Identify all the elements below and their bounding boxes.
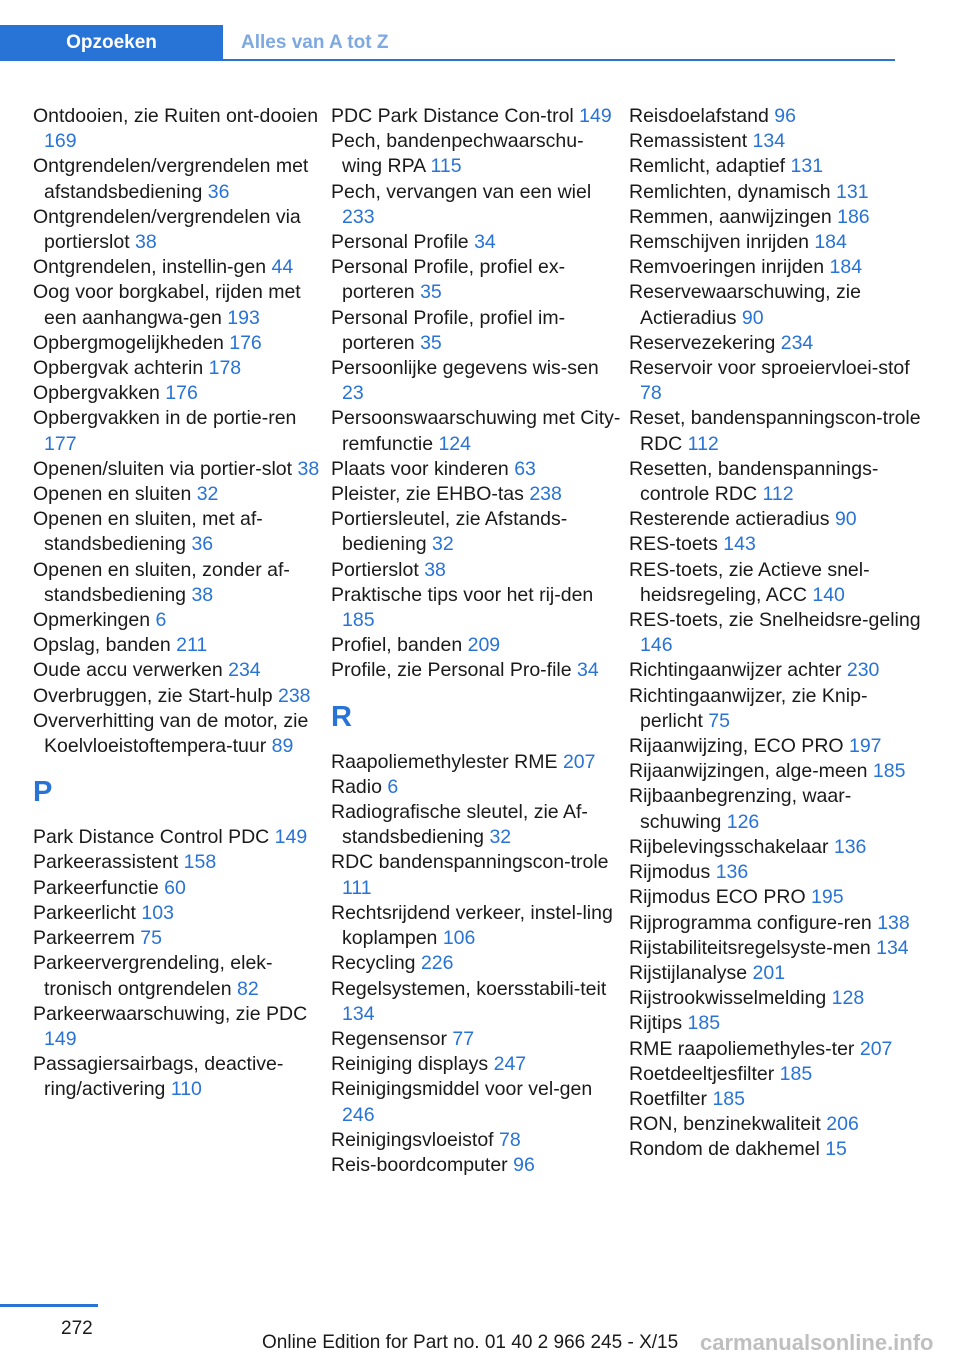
page-link[interactable]: 6 [155, 609, 167, 632]
page-link[interactable]: 185 [342, 609, 375, 632]
index-entry-term: Opslag, banden [33, 634, 177, 657]
index-entry-term: Openen en sluiten [33, 483, 197, 506]
index-entry [331, 482, 621, 507]
index-entry-term: RES-toets [629, 533, 724, 556]
index-entry-term: Ontdooien, zie Ruiten ont-dooien [33, 105, 319, 127]
page-link[interactable]: 238 [277, 684, 311, 707]
index-entry [331, 750, 621, 775]
index-entry [33, 1052, 323, 1102]
index-entry-term: Parkeerlicht [33, 901, 142, 924]
page-link[interactable]: 238 [529, 483, 562, 506]
index-entry-term: Personal Profile [331, 231, 475, 254]
page-link[interactable]: 176 [165, 382, 198, 405]
index-entry [331, 129, 621, 179]
index-entry-term: Remassistent [629, 130, 753, 153]
page-link[interactable]: 193 [227, 306, 260, 329]
page-link[interactable]: 32 [432, 533, 454, 556]
index-entry [33, 104, 323, 154]
page-link[interactable]: 38 [135, 231, 157, 254]
page-link[interactable]: 197 [848, 735, 882, 758]
index-entry-term: Rijtips [629, 1012, 688, 1035]
index-entry-term: Ontgrendelen, instellin-gen [33, 256, 272, 279]
index-entry-term: Recycling [331, 952, 421, 975]
index-entry [33, 255, 323, 280]
index-entry [33, 1002, 323, 1052]
index-entry-term: Passagiersairbags, deactive-ring/activering [33, 1053, 284, 1101]
index-entry [33, 331, 323, 356]
page-link[interactable]: 115 [430, 155, 462, 178]
page-link[interactable]: 36 [207, 180, 230, 203]
index-entry [33, 154, 323, 204]
index-entry [629, 104, 929, 129]
page-link[interactable]: 246 [342, 1103, 375, 1126]
page-link[interactable]: 178 [208, 357, 242, 380]
page-link[interactable]: 169 [44, 130, 77, 153]
index-entry-term: Openen en sluiten, zonder af-standsbediening [33, 558, 290, 606]
section-letter: P [33, 776, 53, 809]
page-link[interactable]: 247 [493, 1053, 527, 1076]
index-entry-term: Parkeerassistent [33, 851, 184, 874]
index-entry-term: Richtingaanwijzer, zie Knip-perlicht [629, 684, 868, 732]
index-entry [33, 406, 323, 456]
index-entry-term: Parkeerwaarschuwing, zie PDC [33, 1002, 308, 1025]
section-letter: R [331, 700, 352, 733]
index-entry-term: Ontgrendelen/vergrendelen via portierslot [33, 205, 301, 254]
index-entry [331, 1153, 621, 1178]
index-entry [331, 356, 621, 406]
index-entry [629, 280, 929, 330]
page-link[interactable]: 63 [514, 457, 536, 480]
index-entry-term: Remvoeringen inrijden [629, 256, 830, 279]
index-entry-term: Radiografische sleutel, zie Af-standsbediening [331, 801, 588, 849]
index-entry-term: Reservewaarschuwing, zie Actieradius [629, 281, 861, 329]
page-link[interactable]: 32 [196, 483, 219, 506]
index-entry [629, 180, 929, 205]
index-entry [331, 850, 621, 900]
page-link[interactable]: 38 [424, 558, 446, 581]
index-entry-term: Reinigingsmiddel voor vel-gen [331, 1078, 593, 1101]
index-entry [33, 825, 323, 850]
index-entry [629, 885, 929, 910]
index-entry [331, 775, 621, 800]
page-link[interactable]: 38 [297, 457, 320, 480]
index-entry [331, 633, 621, 658]
page-link[interactable]: 206 [826, 1113, 859, 1136]
index-entry [629, 684, 929, 734]
index-entry [331, 1027, 621, 1052]
index-entry-term: Rijmodus [629, 861, 716, 884]
index-entry [629, 1011, 929, 1036]
index-entry-term: Resterende actieradius [629, 508, 835, 531]
page-link[interactable]: 184 [814, 231, 847, 254]
index-entry [629, 608, 929, 658]
index-entry [629, 129, 929, 154]
index-entry [629, 457, 929, 507]
index-entry-term: Portiersleutel, zie Afstands-bediening [331, 508, 568, 556]
page-link[interactable]: 35 [420, 331, 442, 354]
index-entry-term: Opmerkingen [33, 609, 156, 632]
index-entry [629, 835, 929, 860]
page-link[interactable]: 185 [712, 1087, 745, 1110]
index-entry-term: Opbergvakken [33, 382, 166, 405]
index-entry-term: Reset, bandenspanningscon-trole RDC [629, 407, 921, 455]
index-entry [331, 255, 621, 305]
index-entry [33, 951, 323, 1001]
page-link[interactable]: 230 [846, 659, 880, 682]
index-entry-term: Rijstrookwisselmelding [629, 987, 832, 1010]
page-link[interactable]: 44 [271, 256, 294, 279]
index-entry-term: Oog voor borgkabel, rijden met een aanhangwa-gen [33, 281, 301, 329]
index-entry [629, 961, 929, 986]
page-link[interactable]: 185 [872, 760, 906, 783]
page-link[interactable]: 209 [467, 634, 501, 657]
index-entry-term: Pech, vervangen van een wiel [331, 180, 592, 203]
index-entry [331, 558, 621, 583]
page-link[interactable]: 234 [780, 331, 814, 354]
index-entry [33, 608, 323, 633]
page-link[interactable]: 207 [562, 750, 596, 773]
index-entry [331, 951, 621, 976]
index-entry-term: Openen/sluiten via portier-slot [33, 457, 298, 480]
page-link[interactable]: 177 [44, 432, 77, 455]
page-link[interactable]: 158 [183, 851, 217, 874]
index-entry-term: Personal Profile, profiel ex-porteren [331, 256, 566, 304]
page-link[interactable]: 106 [442, 927, 476, 950]
index-entry-term: Oude accu verwerken [33, 659, 229, 682]
index-entry [331, 800, 621, 850]
index-entry-term: Openen en sluiten, met af-standsbediening [33, 508, 263, 556]
index-column-1 [33, 104, 323, 1103]
page-link[interactable]: 126 [726, 810, 760, 833]
index-entry [629, 986, 929, 1011]
index-entry [331, 306, 621, 356]
page-link[interactable]: 38 [191, 583, 214, 606]
index-entry-term: Profile, zie Personal Pro-file [331, 659, 578, 682]
watermark: carmanualsonline.info [700, 1330, 934, 1355]
page-link[interactable]: 140 [812, 583, 845, 606]
page-link[interactable]: 77 [452, 1027, 475, 1050]
page-link[interactable]: 36 [191, 533, 214, 556]
page-link[interactable]: 185 [687, 1012, 721, 1035]
index-entry [33, 457, 323, 482]
page-link[interactable]: 103 [141, 901, 174, 924]
index-entry-term: Remlicht, adaptief [629, 155, 791, 178]
index-entry-term: Regensensor [331, 1027, 453, 1050]
page-link[interactable]: 78 [640, 382, 662, 405]
header-divider [0, 59, 895, 61]
page-link[interactable]: 211 [176, 634, 208, 657]
index-entry-term: Regelsystemen, koersstabili-teit [331, 977, 607, 1000]
index-entry [629, 911, 929, 936]
index-entry-term: RES-toets, zie Snelheidsre-geling [629, 609, 921, 632]
index-entry-term: RME raapoliemethyles-ter [629, 1037, 860, 1060]
index-entry-term: Oververhitting van de motor, zie Koelvloeistoftempera-tuur [33, 709, 309, 758]
page-link[interactable]: 184 [829, 256, 863, 279]
index-entry-term: Personal Profile, profiel im-porteren [331, 306, 566, 354]
index-entry [629, 1037, 929, 1062]
index-entry-term: Pech, bandenpechwaarschu-wing RPA [331, 130, 584, 178]
page-link[interactable]: 75 [708, 709, 730, 732]
page-link[interactable]: 149 [44, 1027, 77, 1050]
index-entry [331, 104, 621, 129]
page-link[interactable]: 207 [859, 1037, 893, 1060]
index-entry [629, 734, 929, 759]
page-link[interactable]: 131 [836, 180, 869, 203]
index-entry [629, 532, 929, 557]
page-link[interactable]: 90 [834, 508, 857, 531]
index-entry-term: Park Distance Control PDC [33, 826, 275, 849]
page-link[interactable]: 34 [577, 659, 599, 682]
index-entry [629, 1087, 929, 1112]
index-entry [33, 709, 323, 759]
index-entry-term: Rijaanwijzingen, alge-meen [629, 760, 873, 783]
index-entry-term: RDC bandenspanningscon-trole [331, 851, 609, 874]
tab-opzoeken[interactable]: Opzoeken [0, 25, 223, 61]
index-entry-term: Ontgrendelen/vergrendelen met afstandsbediening [33, 155, 309, 203]
index-entry [629, 356, 929, 406]
index-entry-term: Reservoir voor sproeiervloei-stof [629, 357, 910, 380]
page-link[interactable]: 146 [640, 634, 673, 657]
index-entry [33, 658, 323, 683]
index-entry [629, 558, 929, 608]
index-entry-term: Opbergvak achterin [33, 357, 209, 380]
index-entry [331, 457, 621, 482]
index-entry-term: Roetdeeltjesfilter [629, 1062, 780, 1085]
index-entry-term: Rijstijlanalyse [629, 961, 753, 984]
index-entry-term: Reservezekering [629, 331, 781, 354]
index-entry-term: Reinigingsvloeistof [331, 1128, 500, 1151]
index-entry [629, 784, 929, 834]
index-entry [33, 850, 323, 875]
index-entry-term: Roetfilter [629, 1087, 713, 1110]
page-link[interactable]: 149 [579, 105, 612, 127]
page-link[interactable]: 136 [715, 861, 749, 884]
page-link[interactable]: 6 [387, 775, 399, 798]
page-link[interactable]: 96 [513, 1153, 535, 1176]
index-entry-term: Pleister, zie EHBO-tas [331, 483, 530, 506]
index-entry-term: Reisdoelafstand [629, 105, 775, 127]
page-link[interactable]: 201 [752, 961, 786, 984]
index-entry [331, 1077, 621, 1127]
page-link[interactable]: 195 [811, 886, 844, 909]
page-link[interactable]: 112 [762, 483, 794, 506]
index-entry-term: Resetten, bandenspannings-controle RDC [629, 457, 879, 506]
index-entry [331, 1128, 621, 1153]
page-link[interactable]: 111 [342, 876, 372, 899]
page-link[interactable]: 96 [774, 105, 796, 127]
page-link[interactable]: 138 [877, 911, 910, 934]
index-entry [33, 633, 323, 658]
index-entry [629, 1112, 929, 1137]
index-entry-term: Opbergvakken in de portie-ren [33, 407, 297, 430]
index-entry-term: Rechtsrijdend verkeer, instel-ling koplampen [331, 901, 613, 950]
index-entry [629, 154, 929, 179]
page-link[interactable]: 124 [438, 432, 471, 455]
index-entry [33, 507, 323, 557]
page-link[interactable]: 176 [229, 331, 262, 354]
page-link[interactable]: 136 [833, 835, 867, 858]
index-entry-term: Persoonlijke gegevens wis-sen [331, 357, 599, 380]
index-entry [629, 331, 929, 356]
index-entry-term: Parkeerrem [33, 927, 141, 950]
page-link[interactable]: 134 [876, 936, 909, 959]
page-link[interactable]: 23 [342, 382, 364, 405]
page-link[interactable]: 82 [236, 977, 259, 1000]
index-entry-term: Reiniging displays [331, 1053, 494, 1076]
footer-divider [0, 1304, 98, 1307]
index-entry [629, 230, 929, 255]
index-entry-term: Richtingaanwijzer achter [629, 659, 847, 682]
index-entry [33, 205, 323, 255]
page-link[interactable]: 233 [342, 205, 375, 228]
page-number: 272 [61, 1318, 93, 1339]
page-link[interactable]: 75 [140, 927, 162, 950]
index-entry [33, 356, 323, 381]
index-entry [331, 406, 621, 456]
page-link[interactable]: 89 [271, 735, 294, 758]
index-entry-term: Parkeerfunctie [33, 876, 165, 899]
index-entry [629, 1137, 929, 1162]
page-link[interactable]: 110 [170, 1078, 202, 1101]
index-entry [331, 658, 621, 683]
index-entry-term: Reis-boordcomputer [331, 1153, 514, 1176]
page-link[interactable]: 186 [837, 205, 870, 228]
index-entry [33, 280, 323, 330]
index-entry [331, 901, 621, 951]
index-entry-term: RON, benzinekwaliteit [629, 1113, 827, 1136]
index-entry-term: Praktische tips voor het rij-den [331, 583, 594, 606]
index-entry [33, 684, 323, 709]
index-entry [331, 583, 621, 633]
index-entry-term: Rijstabiliteitsregelsyste-men [629, 936, 877, 959]
index-entry [331, 1052, 621, 1077]
index-entry-term: Rijprogramma configure-ren [629, 911, 878, 934]
index-entry-term: Rijmodus ECO PRO [629, 886, 812, 909]
page-link[interactable]: 112 [687, 432, 719, 455]
index-entry-term: Rijaanwijzing, ECO PRO [629, 735, 849, 758]
index-entry-term: Profiel, banden [331, 634, 468, 657]
edition-text: Online Edition for Part no. 01 40 2 966 245 - X/15 [262, 1332, 679, 1353]
index-entry [629, 507, 929, 532]
index-entry-term: Raapoliemethylester RME [331, 750, 563, 773]
page-link[interactable]: 134 [342, 1002, 375, 1025]
page-link[interactable]: 234 [228, 659, 261, 682]
index-entry [331, 230, 621, 255]
index-entry-term: Rijbelevingsschakelaar [629, 835, 834, 858]
index-entry-term: Radio [331, 775, 388, 798]
index-entry [331, 507, 621, 557]
index-entry-term: Plaats voor kinderen [331, 457, 515, 480]
index-entry [629, 205, 929, 230]
page-link[interactable]: 35 [420, 281, 442, 304]
index-entry [629, 759, 929, 784]
index-entry-term: Remmen, aanwijzingen [629, 205, 838, 228]
index-entry [629, 658, 929, 683]
page-link[interactable]: 34 [474, 231, 496, 254]
index-entry-term: Rijbaanbegrenzing, waar-schuwing [629, 785, 852, 833]
page-link[interactable]: 90 [741, 306, 764, 329]
index-entry-term: Portierslot [331, 558, 425, 581]
page-link[interactable]: 128 [831, 987, 865, 1010]
page-link[interactable]: 143 [723, 533, 756, 556]
page-link[interactable]: 226 [420, 952, 454, 975]
index-entry-term: Remlichten, dynamisch [629, 180, 836, 203]
index-entry [629, 406, 929, 456]
index-entry-term: Parkeervergrendeling, elek-tronisch ontgrendelen [33, 952, 273, 1000]
index-entry-term: Rondom de dakhemel [629, 1138, 826, 1161]
index-entry-term: Persoonswaarschuwing met City-remfunctie [331, 407, 621, 455]
index-entry [33, 558, 323, 608]
index-entry-term: Overbruggen, zie Start-hulp [33, 684, 278, 707]
header-tabs [0, 25, 895, 61]
index-entry [33, 901, 323, 926]
index-column-2 [331, 104, 621, 1178]
index-entry [33, 926, 323, 951]
index-entry-term: PDC Park Distance Con-trol [331, 105, 580, 127]
index-entry [629, 936, 929, 961]
tab-alles-van-a-tot-z[interactable]: Alles van A tot Z [241, 32, 389, 53]
page-link[interactable]: 149 [274, 826, 308, 849]
index-entry [331, 180, 621, 230]
index-entry [629, 255, 929, 280]
index-column-3 [629, 104, 929, 1163]
index-entry-term: Remschijven inrijden [629, 231, 815, 254]
page-link[interactable]: 32 [489, 826, 512, 849]
index-entry [33, 876, 323, 901]
index-entry [331, 977, 621, 1027]
page-link[interactable]: 185 [779, 1062, 813, 1085]
page-link[interactable]: 134 [752, 130, 786, 153]
page-link[interactable]: 78 [499, 1128, 521, 1151]
page-link[interactable]: 131 [790, 155, 824, 178]
index-entry [33, 482, 323, 507]
index-entry [33, 381, 323, 406]
page-link[interactable]: 60 [164, 876, 186, 899]
index-entry [629, 1062, 929, 1087]
index-entry-term: RES-toets, zie Actieve snel-heidsregeling, ACC [629, 558, 870, 606]
index-entry-term: Opbergmogelijkheden [33, 331, 230, 354]
page-link[interactable]: 15 [825, 1138, 847, 1161]
index-entry [629, 860, 929, 885]
